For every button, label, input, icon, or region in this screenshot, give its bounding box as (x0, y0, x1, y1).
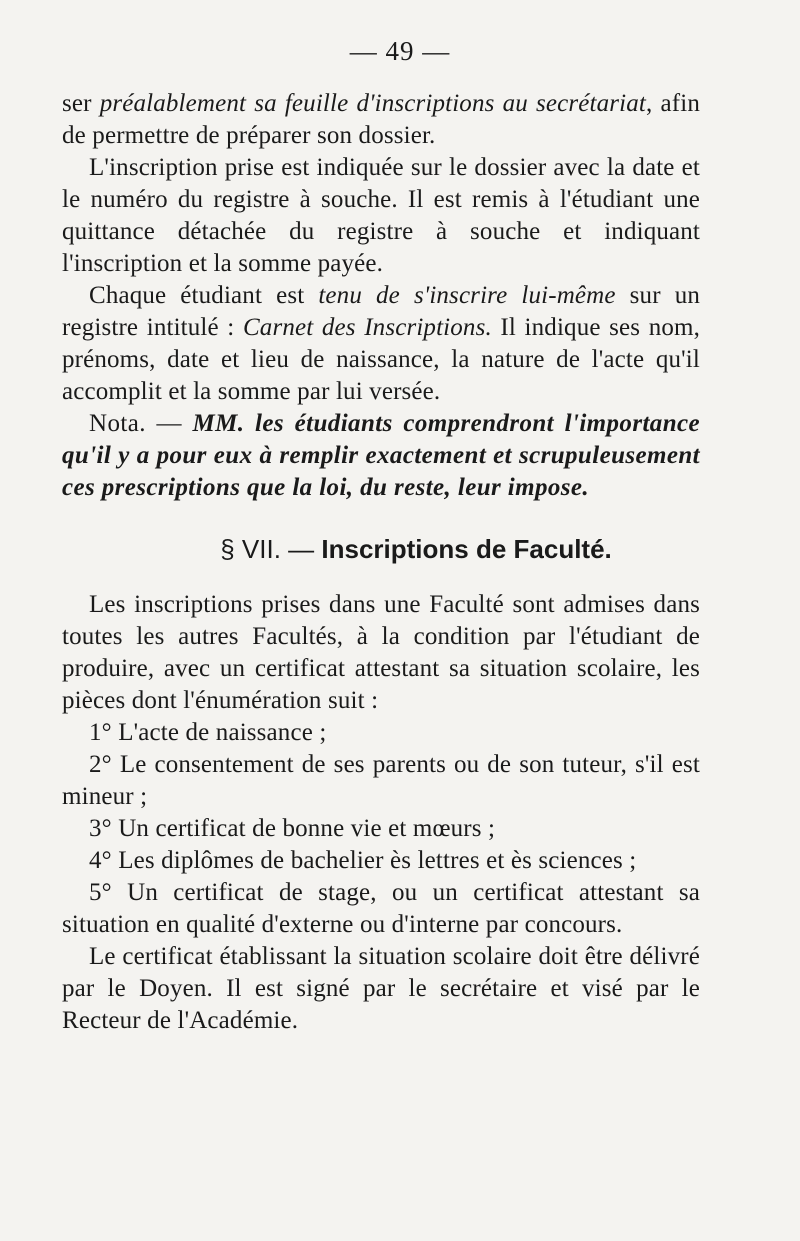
page-number: — 49 — (349, 36, 451, 66)
paragraph-1-start: ser (62, 90, 100, 117)
paragraph-5: Le certificat établissant la situation scolaire doit être délivré par le Doyen. Il est signé par le secrétaire et visé par le Recteur de l'Académie. (62, 943, 700, 1034)
paragraph-3 (62, 280, 700, 408)
nota-label: Nota. — (89, 410, 193, 437)
page-body (62, 88, 700, 1037)
nota-text: MM. les étudiants comprendront l'importance qu'il y a pour eux à remplir exactement et scrupuleusement ces prescriptions que la loi, du reste, leur impose. (62, 410, 700, 501)
paragraph-4: Les inscriptions prises dans une Faculté sont admises dans toutes les autres Facultés, à la condition par l'étudiant de produire, avec un certificat attestant sa situation scolaire, les pièces dont l'énumération suit : (62, 591, 700, 714)
paragraph-3-e: Il indique ses nom, prénoms, date et lieu de naissance, la nature de l'acte qu'il accomplit et la somme par lui versée. (62, 314, 701, 405)
paragraph-1-italic: préalablement sa feuille d'inscriptions au secrétariat (99, 90, 646, 117)
list-item: 1° L'acte de naissance ; (89, 719, 327, 746)
section-heading (62, 534, 700, 565)
section-number: § VII. — (220, 534, 322, 564)
paragraph-1-end: , afin de permettre de préparer son dossier. (62, 90, 700, 149)
paragraph-3-italic-2: Carnet des Inscriptions. (242, 314, 492, 341)
list-item: 3° Un certificat de bonne vie et mœurs ; (89, 815, 496, 842)
paragraph-2: L'inscription prise est indiquée sur le dossier avec la date et le numéro du registre à souche. Il est remis à l'étudiant une quittance détachée du registre à souche et indiquant l'inscription et la somme payée. (62, 154, 700, 277)
section-title: Inscriptions de Faculté. (321, 534, 612, 564)
paragraph-1 (62, 88, 700, 152)
nota-paragraph (62, 408, 700, 504)
paragraph-3-a: Chaque étudiant est (89, 282, 319, 309)
paragraph-3-c: sur un registre intitulé : (62, 282, 701, 341)
paragraph-3-italic-1: tenu de s'inscrire lui-même (318, 282, 616, 309)
requirements-list (62, 717, 700, 941)
list-item: 2° Le consentement de ses parents ou de son tuteur, s'il est mineur ; (62, 751, 700, 810)
list-item: 4° Les diplômes de bachelier ès lettres et ès sciences ; (89, 847, 637, 874)
list-item: 5° Un certificat de stage, ou un certificat attestant sa situation en qualité d'externe ou d'interne par concours. (62, 879, 700, 938)
